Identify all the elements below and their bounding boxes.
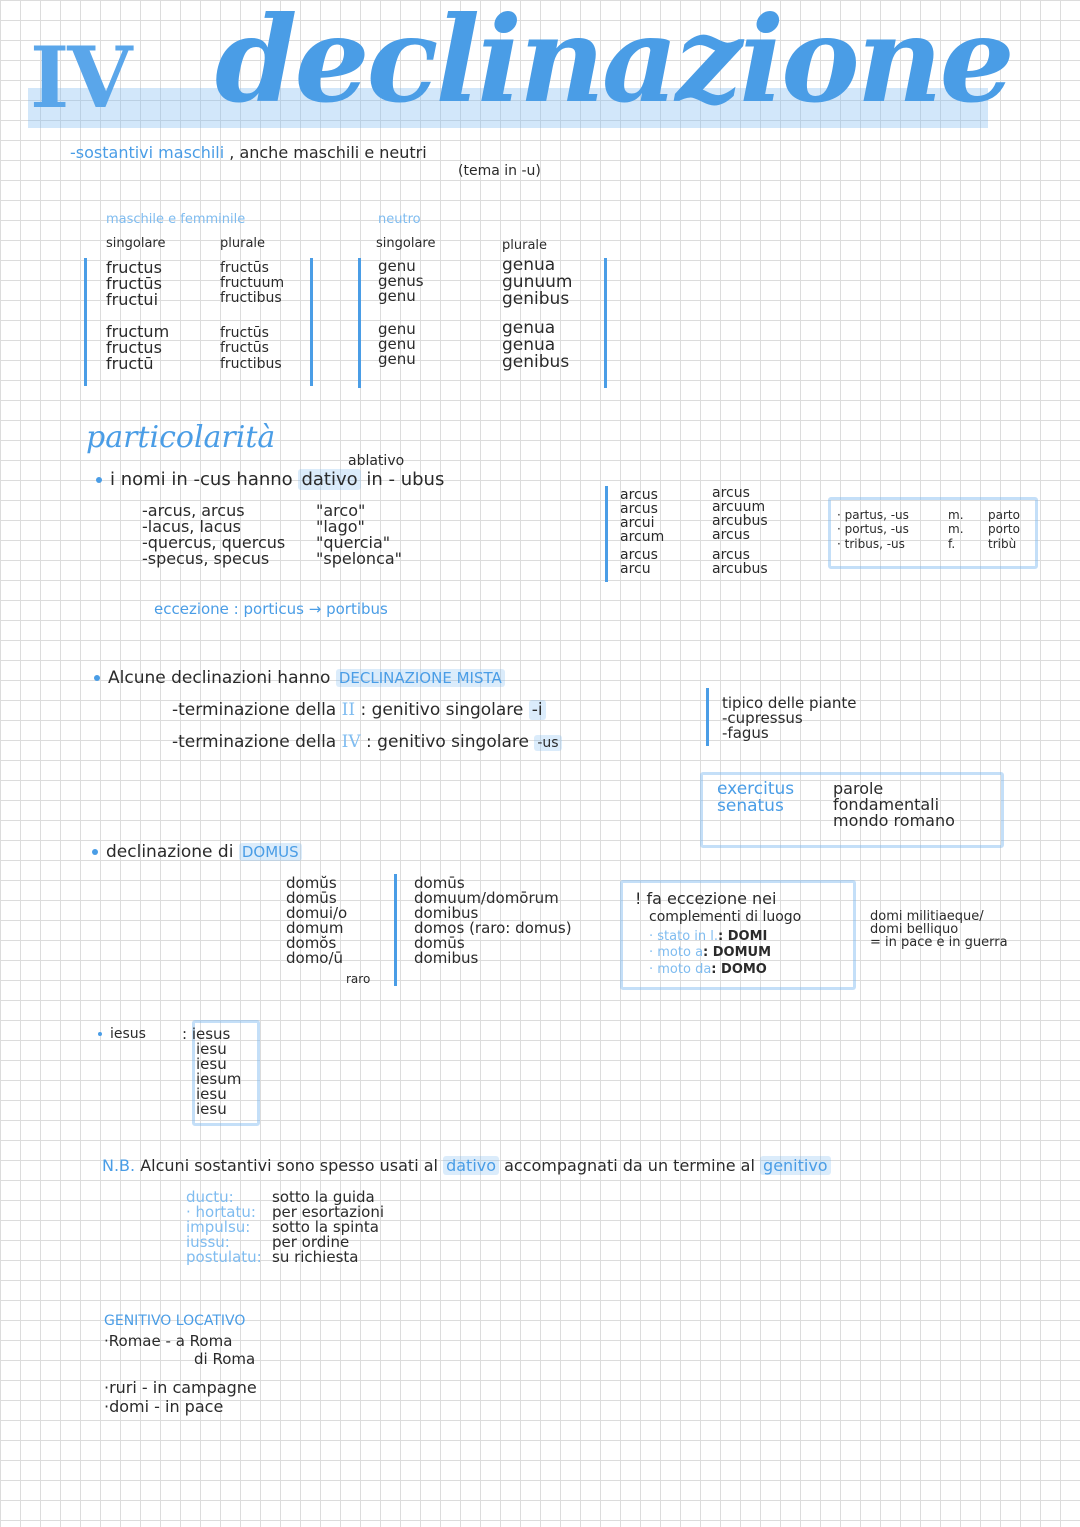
partus-meaning: porto [988, 522, 1020, 537]
title-roman-numeral: IV [30, 28, 131, 127]
romae-meaning-a: - a Roma [165, 1332, 233, 1350]
ablativo-label: ablativo [348, 453, 405, 469]
locativo-header: GENITIVO LOCATIVO [104, 1313, 246, 1329]
arcus-plur: arcubus [712, 513, 768, 529]
cus-words [142, 503, 285, 567]
particolarita-heading: particolarità [86, 420, 276, 455]
bullet-icon [92, 849, 98, 855]
exercitus-note-line: parole [833, 779, 884, 798]
arcus-sing: arcus [620, 547, 658, 563]
arcus-sing: arcus [620, 487, 658, 503]
ter2-a: -terminazione della [172, 700, 337, 720]
cus-meaning: "arco" [316, 501, 366, 520]
mf-plur-dat: fructibus [220, 290, 282, 307]
iesus-form: iesu [196, 1085, 227, 1103]
mf-sing-col [106, 260, 169, 372]
intro-line-a: -sostantivi maschili [70, 143, 225, 162]
iesus-form: iesu [196, 1040, 227, 1058]
rule-b: in - ubus [366, 469, 445, 490]
exercitus-note [833, 781, 955, 829]
luogo-value: : DOMO [711, 961, 767, 977]
domus-raro: raro [346, 972, 371, 986]
domus-box-rows [649, 929, 771, 978]
exercitus-box [700, 772, 1004, 848]
domi-line: ·domi - in pace [104, 1397, 224, 1416]
domus-box-title: ! fa eccezione nei [635, 889, 777, 908]
piante-bar [706, 688, 709, 746]
piante-list [722, 696, 857, 741]
luogo-value: : DOMI [718, 929, 768, 944]
mf-sing-voc: fructus [106, 338, 162, 357]
mf-plur-nom: fructūs [220, 260, 269, 276]
domus-plur: domibus [414, 904, 479, 922]
partus-gender-item: m. [948, 522, 964, 537]
iesus-label-text: iesus [110, 1026, 146, 1042]
exercitus-words [717, 781, 794, 815]
partus-gender [948, 508, 964, 551]
n-plur-dat: genibus [502, 289, 570, 309]
domus-sing: domo/ū [286, 949, 344, 967]
table-bar-3 [358, 258, 361, 388]
table-bar-4 [604, 258, 607, 388]
romae-line [104, 1332, 232, 1350]
mf-sing-dat: fructui [106, 290, 159, 309]
mista-line-a: Alcune declinazioni hanno [108, 668, 331, 688]
mf-header: maschile e femminile [106, 212, 246, 227]
domus-sing: domŏs [286, 934, 337, 952]
page-title: declinazione [215, 0, 1012, 129]
nb-meaning: per ordine [272, 1233, 350, 1251]
mf-sing-acc: fructum [106, 322, 170, 341]
arcus-sing: arcum [620, 529, 665, 545]
luogo-label: · stato in l. [649, 929, 719, 944]
nb-meaning: per esortazioni [272, 1203, 385, 1221]
exercitus-word: exercitus [717, 779, 795, 799]
domus-word: DOMUS [239, 843, 302, 861]
cus-word: -lacus, lacus [142, 517, 241, 536]
partus-words [837, 508, 909, 551]
n-plur-abl: genibus [502, 352, 570, 372]
partus-meaning: tribù [988, 536, 1017, 551]
mf-plur-label: plurale [220, 236, 266, 251]
ter4-a: -terminazione della [172, 732, 337, 752]
nb-term: postulatu: [186, 1248, 262, 1266]
rule-dativo: dativo [298, 469, 360, 490]
n-sing-dat: genu [378, 287, 416, 305]
rule-a: i nomi in -cus hanno [110, 469, 293, 490]
domus-bar [394, 874, 397, 986]
piante-title: tipico delle piante [722, 694, 857, 712]
n-plur-col [502, 257, 572, 371]
ter2-end: -i [529, 700, 546, 720]
arcus-plur-col [712, 486, 768, 576]
n-sing-nom: genu [378, 257, 416, 275]
ter2-b: : genitivo singolare [360, 700, 524, 720]
n-sing-voc: genu [378, 335, 416, 353]
exercitus-note-line: mondo romano [833, 811, 955, 830]
eccezione-porticus: eccezione : porticus → portibus [154, 600, 388, 618]
iesus-form: iesu [196, 1100, 227, 1118]
mf-sing-gen: fructūs [106, 274, 162, 293]
arcus-plur: arcus [712, 547, 750, 563]
nb-b: Alcuni sostantivi sono spesso usati al [140, 1156, 438, 1175]
exercitus-word: senatus [717, 796, 784, 816]
nb-dativo: dativo [443, 1156, 499, 1175]
partus-word: · tribus, -us [837, 536, 905, 551]
cus-meaning: "quercia" [316, 533, 391, 552]
nb-meanings [272, 1190, 384, 1265]
mf-plur-gen: fructuum [220, 275, 285, 292]
n-sing-abl: genu [378, 350, 416, 368]
partus-word: · partus, -us [837, 508, 909, 522]
exercitus-note-line: fondamentali [833, 795, 940, 814]
domus-plur: domūs [414, 934, 465, 952]
nb-meaning: su richiesta [272, 1248, 359, 1266]
particolarita-rule [96, 469, 444, 490]
mista-label: DECLINAZIONE MISTA [336, 669, 505, 687]
ter4-b: : genitivo singolare [366, 732, 529, 752]
side-line: = in pace e in guerra [870, 935, 1008, 950]
piante-item: -cupressus [722, 709, 803, 727]
n-sing-label: singolare [376, 236, 436, 251]
mf-plur-col [220, 261, 284, 372]
mf-plur-voc: fructūs [220, 340, 269, 357]
cus-word: -arcus, arcus [142, 501, 245, 520]
arcus-plur: arcubus [712, 561, 768, 577]
nb-label: N.B. [102, 1156, 136, 1175]
nb-term: impulsu: [186, 1218, 251, 1236]
nb-c: accompagnati da un termine al [504, 1156, 755, 1175]
cus-meaning: "lago" [316, 517, 365, 536]
intro-line-b: , anche maschili e neutri [229, 143, 427, 162]
arcus-sing: arcus [620, 501, 658, 517]
nb-terms [186, 1190, 262, 1265]
domus-sing: domum [286, 919, 344, 937]
cus-meanings [316, 503, 402, 567]
bullet-icon [94, 675, 100, 681]
luogo-label: · moto a [649, 945, 704, 961]
side-line: domi militiaeque/ [870, 909, 984, 924]
terminazione-iv [172, 732, 562, 752]
iesus-form: iesu [196, 1055, 227, 1073]
neutro-header: neutro [378, 212, 421, 227]
mf-plur-acc: fructūs [220, 325, 269, 342]
partus-gender-item: m. [948, 508, 964, 522]
partus-box [828, 497, 1038, 569]
ter4-end: -us [534, 735, 561, 751]
domus-sing: domui/o [286, 904, 348, 922]
nb-meaning: sotto la spinta [272, 1218, 379, 1236]
intro-line [70, 143, 427, 162]
ter4-num: IV [341, 732, 361, 752]
nb-genitivo: genitivo [760, 1156, 831, 1175]
domus-sing: domūs [286, 889, 337, 907]
mista-line [94, 668, 505, 688]
iesus-form: : iesus [182, 1025, 231, 1043]
arcus-bar [605, 486, 608, 582]
romae-word: ·Romae [104, 1332, 161, 1350]
luogo-label: · moto da [649, 961, 712, 977]
table-bar-1 [84, 258, 87, 386]
partus-gender-item: f. [948, 536, 956, 551]
cus-word: -specus, specus [142, 549, 270, 568]
partus-meanings [988, 508, 1020, 551]
n-plur-nom: genua [502, 255, 556, 275]
intro-tema: (tema in -u) [458, 163, 541, 179]
partus-word: · portus, -us [837, 522, 909, 537]
cus-meaning: "spelonca" [316, 549, 403, 568]
domus-sing-col [286, 876, 347, 966]
nb-term: ductu: [186, 1188, 234, 1206]
domus-side-note [870, 910, 1008, 949]
arcus-plur: arcuum [712, 499, 766, 515]
arcus-plur: arcus [712, 485, 750, 501]
terminazione-ii [172, 700, 546, 720]
mf-sing-label: singolare [106, 236, 166, 251]
n-plur-voc: genua [502, 335, 556, 355]
n-plur-acc: genua [502, 318, 556, 338]
bullet-icon [96, 477, 102, 483]
domus-plur: domuum/domōrum [414, 889, 559, 907]
iesus-label [98, 1026, 146, 1042]
domus-plur-col [414, 876, 572, 966]
domus-sing: domŭs [286, 874, 337, 892]
domus-line [92, 842, 302, 862]
cus-word: -quercus, quercus [142, 533, 286, 552]
luogo-value: : DOMUM [703, 945, 772, 961]
nb-meaning: sotto la guida [272, 1188, 375, 1206]
partus-meaning: parto [988, 508, 1020, 522]
n-plur-gen: gunuum [502, 272, 573, 292]
mf-sing-nom: fructus [106, 258, 162, 277]
nb-line [102, 1156, 831, 1175]
arcus-sing: arcui [620, 515, 655, 531]
ter2-num: II [341, 700, 356, 720]
romae-meaning-b: di Roma [194, 1350, 256, 1368]
bullet-icon [98, 1032, 102, 1036]
side-line: domi belliquo [870, 922, 959, 937]
domus-box-sub: complementi di luogo [649, 909, 802, 925]
iesus-forms [182, 1027, 241, 1117]
domus-plur: domūs [414, 874, 465, 892]
piante-item: -fagus [722, 724, 769, 742]
n-sing-acc: genu [378, 320, 416, 338]
domus-plur: domos (raro: domus) [414, 919, 572, 937]
arcus-sing: arcu [620, 561, 651, 577]
arcus-sing-col [620, 488, 664, 576]
mf-sing-abl: fructū [106, 354, 154, 373]
mf-plur-abl: fructibus [220, 355, 282, 372]
domus-plur: domibus [414, 949, 479, 967]
table-bar-2 [310, 258, 313, 386]
ruri-line: ·ruri - in campagne [104, 1378, 257, 1397]
n-sing-col [378, 259, 424, 367]
domus-eccezione-box [620, 880, 856, 990]
n-sing-gen: genus [378, 272, 424, 290]
domus-line-a: declinazione di [106, 842, 234, 862]
iesus-form: iesum [196, 1070, 242, 1088]
n-plur-label: plurale [502, 238, 548, 253]
nb-term: · hortatu: [186, 1203, 256, 1221]
nb-term: iussu: [186, 1233, 230, 1251]
arcus-plur: arcus [712, 527, 750, 543]
